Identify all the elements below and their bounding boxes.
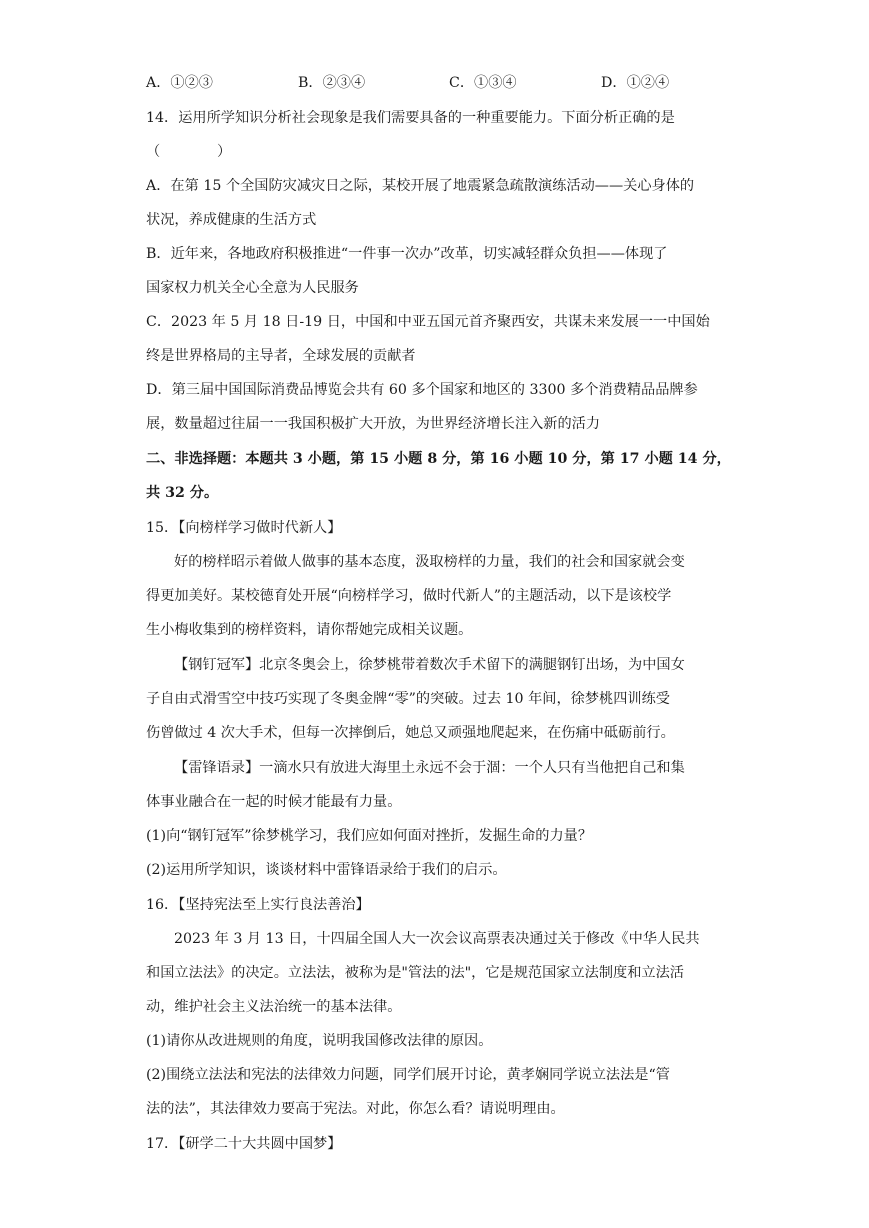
q16-paragraph-line2: 和国立法法》的决定。立法法，被称为是"管法的法"，它是规范国家立法制度和立法活 [146,965,684,981]
q14-option-a-line1: A．在第 15 个全国防灾减灾日之际，某校开展了地震紧急疏散演练活动——关心身体的 [146,178,695,194]
q15-subquestion-2: (2)运用所学知识，谈谈材料中雷锋语录给于我们的启示。 [146,862,507,878]
q15-paragraph2-line2: 子自由式滑雪空中技巧实现了冬奥金牌“零”的突破。过去 10 年间，徐梦桃四训练受 [146,691,670,707]
q14-option-d-line2: 展，数量超过往届一一我国积极扩大开放，为世界经济增长注入新的活力 [146,416,601,432]
q16-subquestion-1: (1)请你从改进规则的角度，说明我国修改法律的原因。 [146,1033,493,1049]
q17-title: 17．【研学二十大共圆中国梦】 [146,1136,342,1152]
q14-answer-blank: （ ） [146,144,232,160]
q13-options [146,73,736,93]
q16-subquestion-2-line2: 法的法”，其法律效力要高于宪法。对此，你怎么看？请说明理由。 [146,1101,565,1117]
q14-stem: 14．运用所学知识分析社会现象是我们需要具备的一种重要能力。下面分析正确的是 [146,110,675,126]
section-2-heading-line2: 共 32 分。 [146,485,219,501]
q14-option-c-line1: C．2023 年 5 月 18 日-19 日，中国和中亚五国元首齐聚西安，共谋未来发展一一中国始 [146,314,710,330]
q13-option-d: D．①②④ [601,75,670,91]
q15-paragraph1-line3: 生小梅收集到的榜样资料，请你帮她完成相关议题。 [146,622,473,638]
q16-paragraph-line1: 2023 年 3 月 13 日，十四届全国人大一次会议高票表决通过关于修改《中华人民共 [174,931,700,947]
section-2-heading-line1: 二、非选择题：本题共 3 小题，第 15 小题 8 分，第 16 小题 10 分，第 17 小题 14 分， [146,451,731,467]
q15-paragraph3-line2: 体事业融合在一起的时候才能最有力量。 [146,794,402,810]
q14-option-d-line1: D．第三届中国国际消费品博览会共有 60 多个国家和地区的 3300 多个消费精品品牌参 [146,382,698,398]
q16-subquestion-2-line1: (2)围绕立法法和宪法的法律效力问题，同学们展开讨论，黄孝娴同学说立法法是“管 [146,1067,670,1083]
q14-option-c-line2: 终是世界格局的主导者，全球发展的贡献者 [146,348,416,364]
q14-option-a-line2: 状况，养成健康的生活方式 [146,212,317,228]
q15-paragraph1-line2: 得更加美好。某校德育处开展“向榜样学习，做时代新人”的主题活动，以下是该校学 [146,588,672,604]
q13-option-c: C．①③④ [449,75,517,91]
q16-paragraph-line3: 动，维护社会主义法治统一的基本法律。 [146,999,402,1015]
q15-paragraph2-line3: 伤曾做过 4 次大手术，但每一次摔倒后，她总又顽强地爬起来，在伤痛中砥砺前行。 [146,725,675,741]
q14-option-b-line1: B．近年来，各地政府积极推进“一件事一次办”改革，切实减轻群众负担——体现了 [146,246,668,262]
q14-option-b-line2: 国家权力机关全心全意为人民服务 [146,280,359,296]
q15-title: 15．【向榜样学习做时代新人】 [146,520,342,536]
q15-paragraph3-line1: 【雷锋语录】一滴水只有放进大海里土永远不会于涸：一个人只有当他把自己和集 [174,760,685,776]
q16-title: 16．【坚持宪法至上实行良法善治】 [146,897,370,913]
q15-paragraph2-line1: 【钢钉冠军】北京冬奥会上，徐梦桃带着数次手术留下的满腿钢钉出场，为中国女 [174,657,685,673]
q15-subquestion-1: (1)向“钢钉冠军”徐梦桃学习，我们应如何面对挫折，发掘生命的力量？ [146,828,593,844]
q13-option-a: A．①②③ [146,75,213,91]
q15-paragraph1-line1: 好的榜样昭示着做人做事的基本态度，汲取榜样的力量，我们的社会和国家就会变 [174,554,685,570]
q13-option-b: B．②③④ [298,75,366,91]
